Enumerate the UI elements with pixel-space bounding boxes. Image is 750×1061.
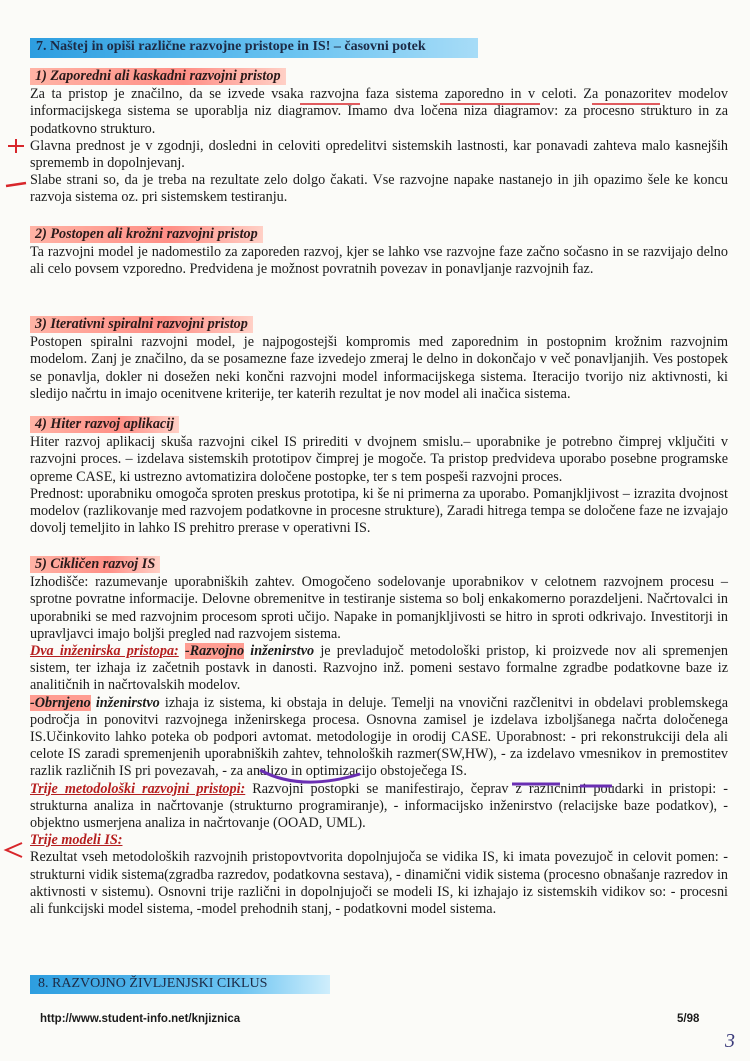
- plus-margin-mark: [8, 139, 24, 153]
- section-4-title: 4) Hiter razvoj aplikacij: [30, 416, 179, 433]
- section-1-title: 1) Zaporedni ali kaskadni razvojni pristop: [30, 68, 286, 85]
- section-4-paragraph-2: Prednost: uporabniku omogoča sproten preskus prototipa, ki še ni primerna za uporabo. Pomanjkljivost – izrazita dvojnost modelov (razlikovanje med razvojem podatkovne in procesne strukture), Zaradi hitrega tempa se določene faze ne izvajajo dovolj temeljito in lahko IS prehitro prerase v operativni IS.: [30, 485, 728, 537]
- dva-obrnjeno: -Obrnjeno: [30, 694, 91, 711]
- section-3-paragraph-1: Postopen spiralni razvojni model, je najpogostejši kompromis med zaporednim in postopnim krožnim razvojnim modelom. Zanj je značilno, da se posamezne faze izvedejo zmeraj le delno in dokončajo v več ponavljanjih. Ves postopek se ponavlja, dokler ni dosežen neki končni razvojni model informacijskega sistema. Iteracijo tvorijo niz aktivnosti, ki sledijo načrtu in imajo ocenitvene kriterije, ter katerih rezultat je nov model ali inačica sistema.: [30, 334, 728, 402]
- section-5: [30, 556, 728, 918]
- dva-razvojno-text: je prevladujoč metodološki pristop, ki proizvede nov ali spremenjen sistem, ter izhaja iz začetnih postavk in danosti. Razvojno inž. pomeni sestavo formalne zgradbe podatkovne baze iz analitičnih in načrtovalskih modelov.: [30, 643, 729, 694]
- section-2-title: 2) Postopen ali krožni razvojni pristop: [30, 226, 263, 243]
- section-3: [30, 316, 728, 403]
- section-5-title: 5) Cikličen razvoj IS: [30, 556, 160, 573]
- footer-url: http://www.student-info.net/knjiznica: [40, 1013, 241, 1025]
- section-1-paragraph-1: Za ta pristop je značilno, da se izvede vsaka razvojna faza sistema zaporedno in v celoti. Za ponazoritev modelov informacijskega sistema se uporablja niz diagramov. Imamo dva ločena niza diagramov: za procesno strukturo in za podatkovno strukturo.: [30, 86, 728, 137]
- section-2-paragraph-1: Ta razvojni model je nadomestilo za zaporeden razvoj, kjer se lahko vse razvojne faze začno sočasno in se razvijajo delno ali celo povsem vzporedno. Predvidena je možnost povratnih povezav in ponavljanje razvojnih faz.: [30, 244, 728, 278]
- trije-metodoloski-paragraph: [30, 781, 728, 833]
- dva-razvojno: -Razvojno: [184, 643, 245, 660]
- section-4: [30, 416, 728, 537]
- question-heading-highlight: [30, 38, 478, 58]
- arrow-margin-mark: [6, 843, 22, 857]
- section-3-title: 3) Iterativni spiralni razvojni pristop: [30, 316, 253, 333]
- trije-metodoloski-label: Trije metodološki razvojni pristopi:: [30, 780, 246, 797]
- trije-modeli-label: Trije modeli IS:: [30, 832, 123, 849]
- dva-razvojno-em: inženirstvo: [244, 643, 315, 660]
- section-5-paragraph-1: Izhodišče: razumevanje uporabniških zahtev. Omogočeno sodelovanje uporabnikov v celotnem razvojnem procesu – sprotne povratne informacije. Delovne obremenitve in testiranje sistema so bolj enkakomerno porazdeljeni. Načrtovalci in uporabniki se med razvojnim procesom sproti učijo. Napake in pomanjkljivosti se hitro in sproti odkrivajo. Investitorji in upravljavci imajo boljši pregled nad razvojem sistema.: [30, 574, 728, 642]
- next-heading-highlight: [30, 975, 330, 994]
- dva-label: Dva inženirska pristopa:: [30, 643, 179, 660]
- dva-paragraph-2: [30, 695, 728, 781]
- trije-metodoloski-text: Razvojni postopki se manifestirajo, čeprav z različnimi poudarki in pristopi: - strukturna analiza in načrtovanje (strukturno programiranje), - informacijsko inženirstvo (relacijske baze podatkov), - objektno usmerjena analiza in načrtovanje (OOAD, UML).: [30, 780, 728, 832]
- section-1-paragraph-3: Slabe strani so, da je treba na rezultate zelo dolgo čakati. Vse razvojne napake nastanejo in jih opazimo šele ke koncu razvoja sistema oz. pri sistemskem testiranju.: [30, 172, 728, 206]
- footer-page-number: 5/98: [677, 1013, 700, 1025]
- handwritten-page-number: 3: [725, 1030, 735, 1052]
- trije-modeli-heading-line: [30, 832, 728, 849]
- dva-obrnjeno-text: izhaja iz sistema, ki obstaja in deluje. Temelji na vnovični razčlenitvi in obdelavi problemskega področja in ponovitvi razvojnega inženirskega procesa. Osnovna zamisel je izdelava izboljšanega načrta določenega IS.Učinkovito lahko poteka ob podpori avtomat. metodologije in orodij CASE. Uporabnost: - pri rekonstrukciji dela ali celote IS zaradi spremenjenih uporabniških zahtev, tehnoloških razmer(SW,HW), - za izdelavo vmesnikov in premostitev razlik različnih IS pri povezavah, - za analizo in optimizacijo obstoječega IS.: [30, 694, 728, 780]
- dva-paragraph-1: [30, 643, 728, 695]
- section-1: [30, 68, 728, 207]
- dva-obrnjeno-em: inženirstvo: [90, 694, 160, 711]
- section-1-paragraph-2: Glavna prednost je v zgodnji, dosledni in celoviti opredelitvi sistemskih lastnosti, kar ponavadi zahteva malo kasnejših sprememb in dopolnjevanj.: [30, 137, 728, 172]
- section-4-paragraph-1: Hiter razvoj aplikacij skuša razvojni cikel IS prirediti v dvojnem smislu.– uporabnike je potrebno čimprej vključiti v razvojni proces. – izdelava sistemskih prototipov čimprej je mogoče. Ta pristop predvideva uporabo posebne programske opreme CASE, ki ustrezno avtomatizira določene postopke, ter s tem pospeši razvojni proces.: [30, 434, 728, 485]
- section-2: [30, 226, 728, 279]
- question-heading: 7. Naštej in opiši različne razvojne pristope in IS! – časovni potek: [36, 39, 426, 54]
- minus-margin-mark: [6, 183, 26, 186]
- trije-modeli-paragraph: Rezultat vseh metodoloških razvojnih pristopovtvorita dopolnjujoča se vidika IS, ki imata povezujoč in celovit pomen: - strukturni vidik sistema(zgradba razredov, podatkovna sestava), - dinamični vidik sistema (procesno obnašanje razredov in aktivnosti v sistemu). Osnovni trije različni in dopolnjujoči se modeli IS, ki izhajajo iz sistemskih vidikov so: - procesni ali funkcijski model sistema, -model prehodnih stanj, - podatkovni model sistema.: [30, 849, 728, 918]
- next-heading: 8. RAZVOJNO ŽIVLJENJSKI CIKLUS: [38, 976, 268, 991]
